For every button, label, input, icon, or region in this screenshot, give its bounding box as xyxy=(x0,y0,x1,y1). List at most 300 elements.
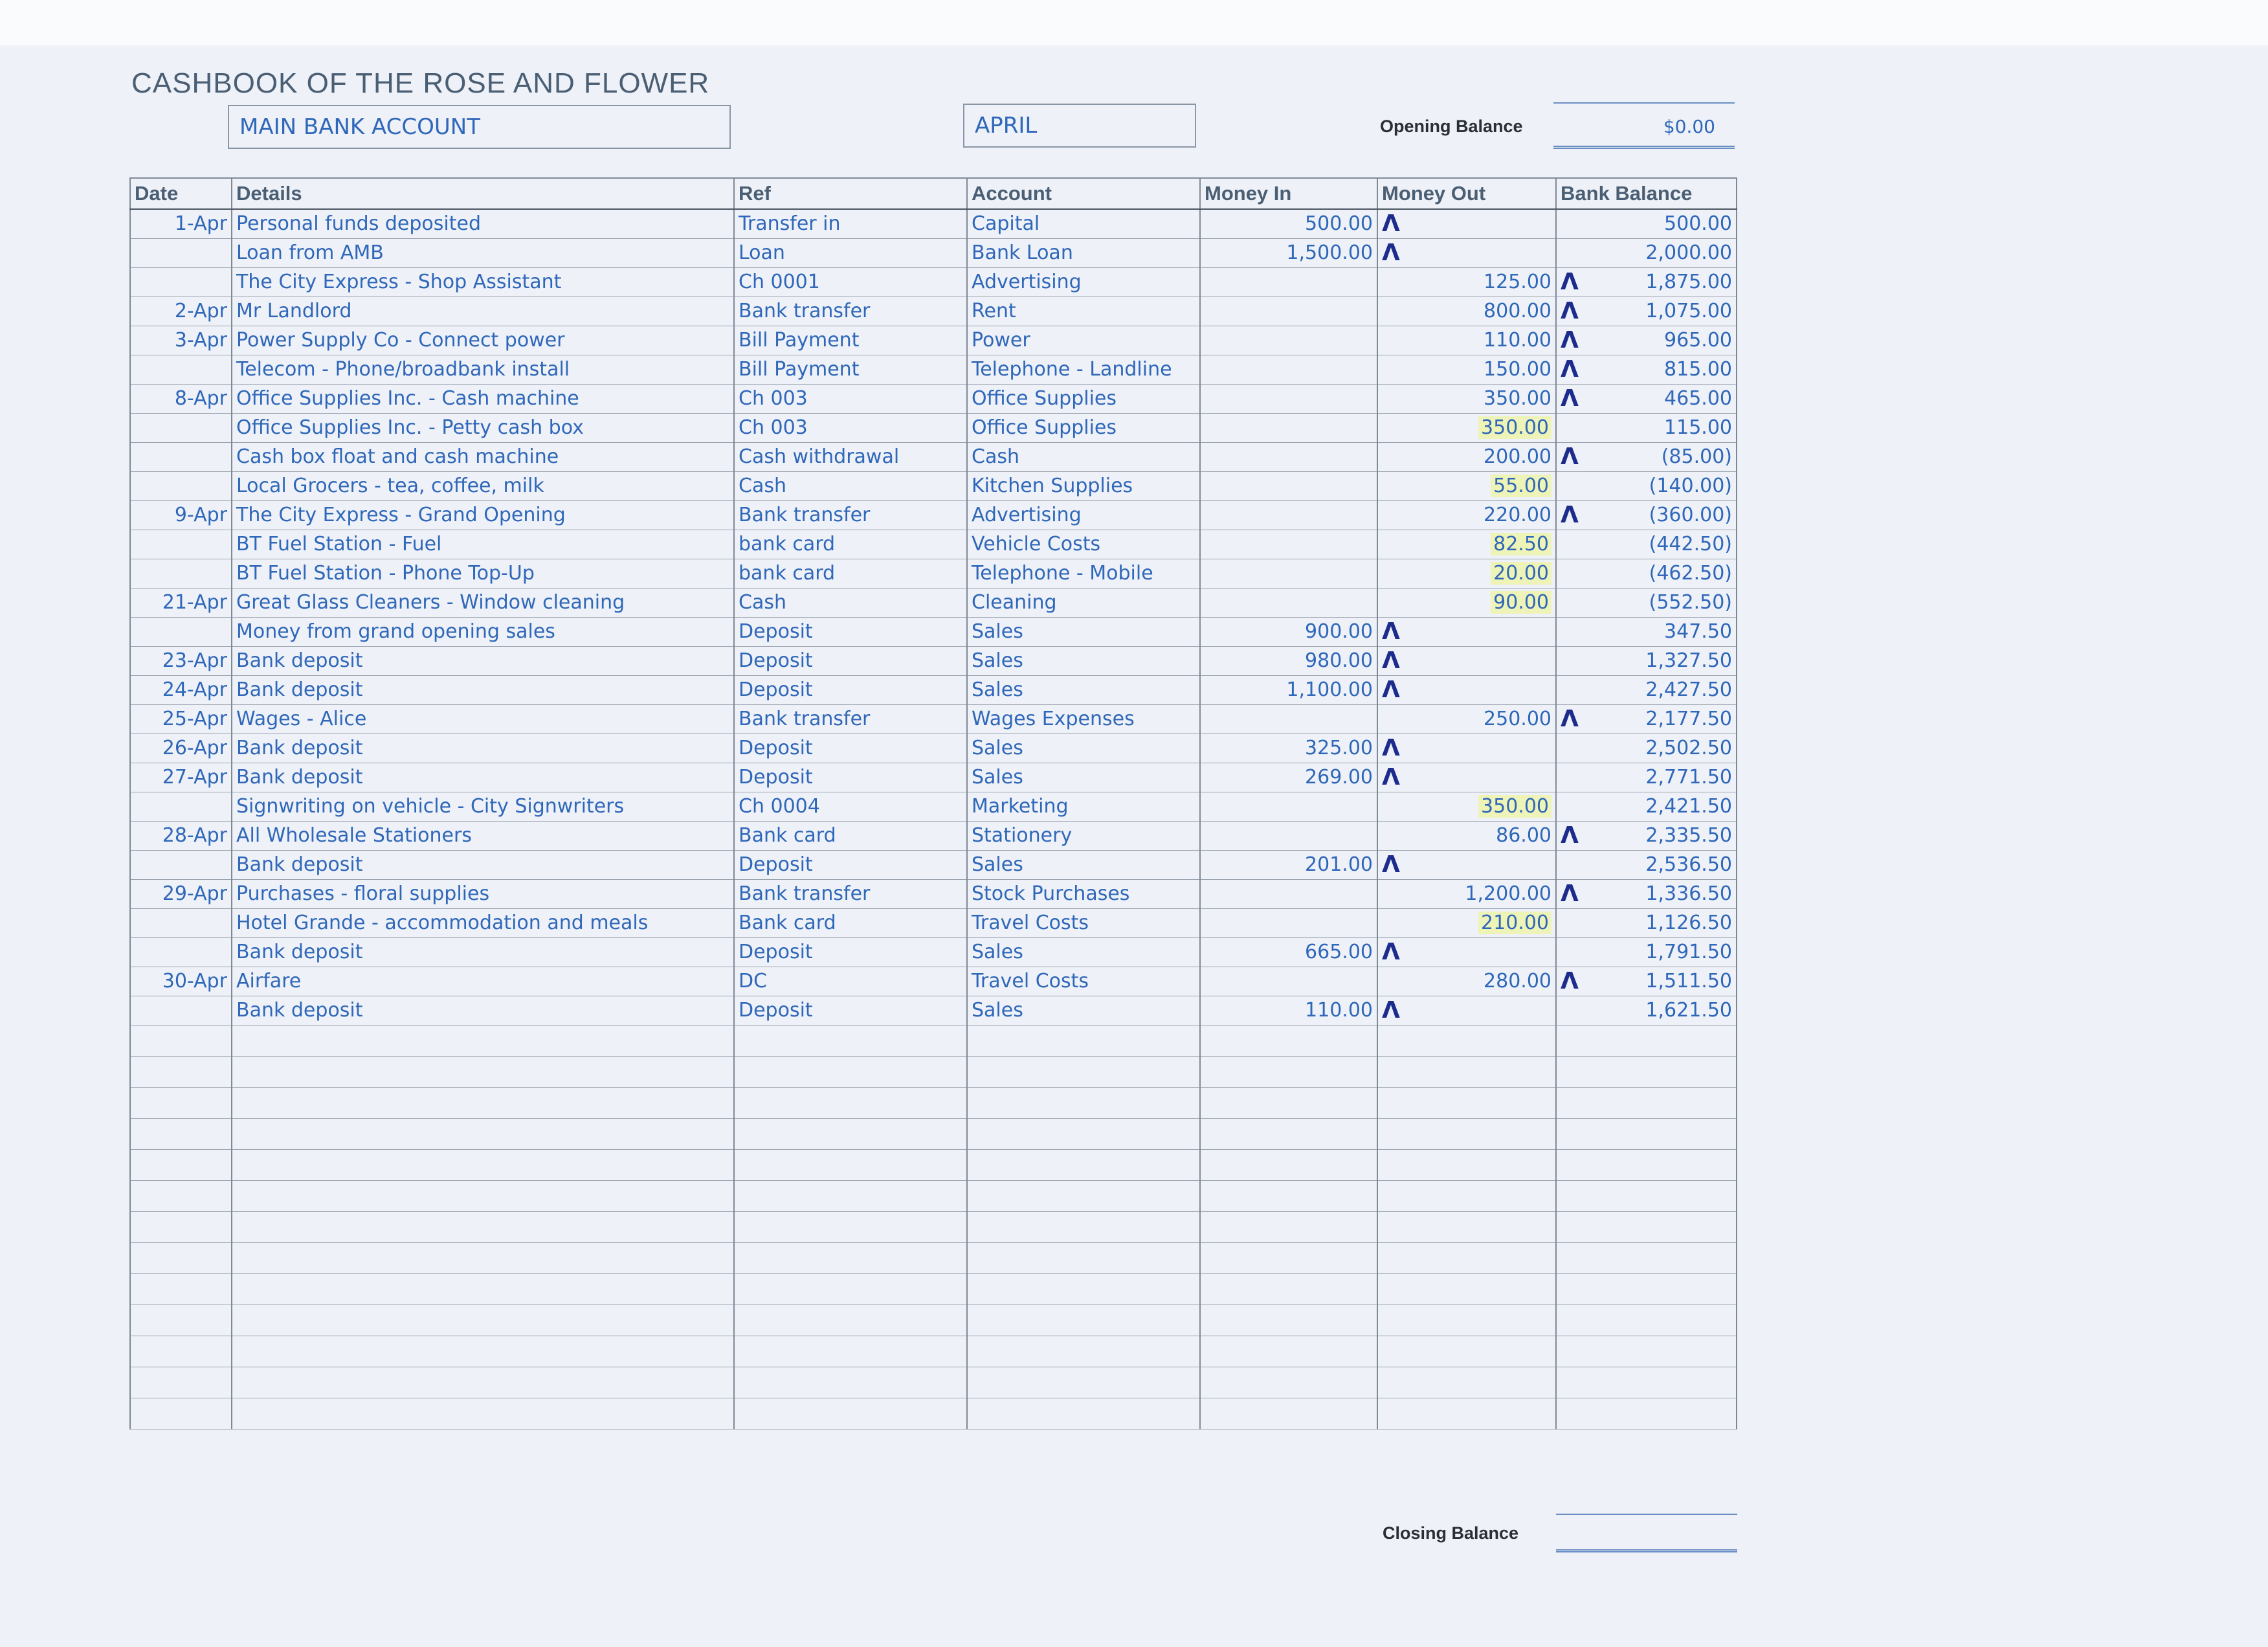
cell-money-out xyxy=(1377,297,1556,326)
cell-ref: Deposit xyxy=(734,937,967,967)
empty-cell xyxy=(734,1242,967,1273)
empty-cell xyxy=(1556,1273,1737,1305)
empty-cell xyxy=(1200,1211,1377,1242)
money-out-value: 125.00 xyxy=(1484,271,1551,293)
cell-bank-balance xyxy=(1556,413,1737,442)
cell-money-in xyxy=(1200,763,1377,792)
cell-account: Sales xyxy=(967,734,1200,763)
cell-bank-balance xyxy=(1556,384,1737,413)
cell-bank-balance xyxy=(1556,996,1737,1025)
reconciled-tick-mark: Λ xyxy=(1561,967,1579,994)
empty-cell xyxy=(734,1149,967,1180)
empty-cell xyxy=(1200,1087,1377,1118)
cell-details: Wages - Alice xyxy=(232,704,734,734)
cell-details: Bank deposit xyxy=(232,850,734,879)
cashbook-table xyxy=(129,177,1737,1429)
table-row xyxy=(130,530,1737,559)
cell-bank-balance xyxy=(1556,704,1737,734)
cell-details: Bank deposit xyxy=(232,675,734,704)
empty-cell xyxy=(1377,1087,1556,1118)
cell-ref: Bill Payment xyxy=(734,326,967,355)
reconciled-tick-mark: Λ xyxy=(1561,880,1579,907)
reconciled-tick-mark: Λ xyxy=(1382,996,1400,1024)
empty-cell xyxy=(1200,1056,1377,1087)
empty-cell xyxy=(130,1211,232,1242)
cell-details: Office Supplies Inc. - Cash machine xyxy=(232,384,734,413)
cell-money-out xyxy=(1377,734,1556,763)
empty-row xyxy=(130,1211,1737,1242)
cell-details: Cash box float and cash machine xyxy=(232,442,734,471)
cell-money-in xyxy=(1200,326,1377,355)
empty-cell xyxy=(967,1211,1200,1242)
empty-cell xyxy=(967,1336,1200,1367)
cell-money-in xyxy=(1200,500,1377,530)
cell-account: Office Supplies xyxy=(967,413,1200,442)
cell-date xyxy=(130,996,232,1025)
empty-cell xyxy=(1556,1305,1737,1336)
empty-cell xyxy=(1377,1056,1556,1087)
money-out-value: 210.00 xyxy=(1478,912,1551,934)
empty-cell xyxy=(1556,1180,1737,1211)
cell-account: Cleaning xyxy=(967,588,1200,617)
bank-balance-value: 1,126.50 xyxy=(1645,912,1732,934)
cell-account: Stationery xyxy=(967,821,1200,850)
cell-bank-balance xyxy=(1556,792,1737,821)
page-title: CASHBOOK OF THE ROSE AND FLOWER xyxy=(131,67,710,99)
col-header-bank-balance: Bank Balance xyxy=(1556,178,1737,209)
cell-account: Telephone - Mobile xyxy=(967,559,1200,588)
bank-balance-value: 1,336.50 xyxy=(1645,882,1732,905)
cell-date xyxy=(130,442,232,471)
bank-balance-value: 2,177.50 xyxy=(1645,707,1732,730)
cell-money-out xyxy=(1377,763,1556,792)
cell-bank-balance xyxy=(1556,967,1737,996)
cell-date: 23-Apr xyxy=(130,646,232,675)
cell-money-out xyxy=(1377,588,1556,617)
table-row xyxy=(130,937,1737,967)
cell-account: Sales xyxy=(967,763,1200,792)
empty-cell xyxy=(232,1025,734,1056)
table-row xyxy=(130,297,1737,326)
empty-row xyxy=(130,1118,1737,1149)
empty-cell xyxy=(967,1087,1200,1118)
empty-cell xyxy=(734,1398,967,1429)
cell-account: Wages Expenses xyxy=(967,704,1200,734)
cell-account: Sales xyxy=(967,675,1200,704)
table-row xyxy=(130,646,1737,675)
empty-cell xyxy=(734,1336,967,1367)
cell-date: 9-Apr xyxy=(130,500,232,530)
cell-date xyxy=(130,559,232,588)
cell-ref: Deposit xyxy=(734,617,967,646)
cell-ref: Deposit xyxy=(734,675,967,704)
cell-bank-balance xyxy=(1556,588,1737,617)
money-out-value: 1,200.00 xyxy=(1465,882,1551,905)
cell-account: Vehicle Costs xyxy=(967,530,1200,559)
cell-details: The City Express - Grand Opening xyxy=(232,500,734,530)
cell-money-out xyxy=(1377,646,1556,675)
cell-money-out xyxy=(1377,617,1556,646)
cell-bank-balance xyxy=(1556,530,1737,559)
empty-cell xyxy=(1377,1149,1556,1180)
cell-account: Travel Costs xyxy=(967,908,1200,937)
cell-details: Purchases - floral supplies xyxy=(232,879,734,908)
money-in-value: 1,500.00 xyxy=(1286,241,1373,264)
empty-cell xyxy=(1556,1149,1737,1180)
cell-details: All Wholesale Stationers xyxy=(232,821,734,850)
closing-balance-value xyxy=(1556,1514,1737,1552)
cell-date: 26-Apr xyxy=(130,734,232,763)
empty-cell xyxy=(734,1180,967,1211)
bank-balance-value: 815.00 xyxy=(1664,357,1732,381)
reconciled-tick-mark: Λ xyxy=(1382,239,1400,266)
cell-date: 24-Apr xyxy=(130,675,232,704)
cell-money-out xyxy=(1377,384,1556,413)
cell-ref: Bank transfer xyxy=(734,879,967,908)
cell-bank-balance xyxy=(1556,675,1737,704)
cell-money-in xyxy=(1200,530,1377,559)
empty-cell xyxy=(1200,1118,1377,1149)
cell-money-out xyxy=(1377,908,1556,937)
cell-account: Sales xyxy=(967,646,1200,675)
money-out-value: 150.00 xyxy=(1484,358,1551,381)
bank-balance-value: (85.00) xyxy=(1661,445,1732,468)
cell-ref: bank card xyxy=(734,559,967,588)
reconciled-tick-mark: Λ xyxy=(1561,385,1579,412)
cell-details: Power Supply Co - Connect power xyxy=(232,326,734,355)
money-out-value: 220.00 xyxy=(1484,504,1551,526)
bank-balance-value: 2,421.50 xyxy=(1645,795,1732,818)
cell-ref: Bank card xyxy=(734,821,967,850)
reconciled-tick-mark: Λ xyxy=(1382,851,1400,878)
cell-details: Airfare xyxy=(232,967,734,996)
empty-cell xyxy=(130,1087,232,1118)
empty-row xyxy=(130,1305,1737,1336)
cell-money-in xyxy=(1200,384,1377,413)
cell-money-out xyxy=(1377,967,1556,996)
reconciled-tick-mark: Λ xyxy=(1561,326,1579,353)
table-row xyxy=(130,471,1737,500)
money-out-value: 350.00 xyxy=(1484,387,1551,410)
account-name-field: MAIN BANK ACCOUNT xyxy=(228,105,731,149)
cell-date xyxy=(130,355,232,384)
cell-ref: Deposit xyxy=(734,850,967,879)
cell-money-in xyxy=(1200,588,1377,617)
table-row xyxy=(130,500,1737,530)
money-in-value: 980.00 xyxy=(1305,649,1373,672)
cell-money-out xyxy=(1377,500,1556,530)
cell-ref: Bank transfer xyxy=(734,500,967,530)
opening-balance-label: Opening Balance xyxy=(1380,117,1523,136)
table-row xyxy=(130,238,1737,267)
empty-cell xyxy=(967,1056,1200,1087)
bank-balance-value: 2,427.50 xyxy=(1645,678,1732,701)
cell-details: Money from grand opening sales xyxy=(232,617,734,646)
bank-balance-value: (140.00) xyxy=(1649,475,1732,497)
cell-bank-balance xyxy=(1556,850,1737,879)
col-header-ref: Ref xyxy=(734,178,967,209)
table-row xyxy=(130,588,1737,617)
bank-balance-value: 500.00 xyxy=(1664,212,1732,236)
empty-cell xyxy=(1556,1211,1737,1242)
reconciled-tick-mark: Λ xyxy=(1561,297,1579,324)
cell-date: 25-Apr xyxy=(130,704,232,734)
month-field: APRIL xyxy=(963,104,1196,148)
empty-cell xyxy=(734,1211,967,1242)
cell-account: Rent xyxy=(967,297,1200,326)
cell-ref: Bill Payment xyxy=(734,355,967,384)
empty-row xyxy=(130,1087,1737,1118)
cell-bank-balance xyxy=(1556,442,1737,471)
empty-row xyxy=(130,1336,1737,1367)
cell-account: Sales xyxy=(967,996,1200,1025)
cell-details: Personal funds deposited xyxy=(232,209,734,238)
empty-cell xyxy=(130,1336,232,1367)
empty-cell xyxy=(1556,1056,1737,1087)
table-row xyxy=(130,704,1737,734)
empty-row xyxy=(130,1367,1737,1398)
empty-cell xyxy=(1556,1367,1737,1398)
money-out-value: 86.00 xyxy=(1496,824,1551,847)
empty-cell xyxy=(1377,1305,1556,1336)
empty-cell xyxy=(967,1242,1200,1273)
cell-account: Travel Costs xyxy=(967,967,1200,996)
cell-ref: Bank transfer xyxy=(734,297,967,326)
empty-cell xyxy=(232,1211,734,1242)
empty-cell xyxy=(130,1056,232,1087)
cell-bank-balance xyxy=(1556,500,1737,530)
cell-money-in xyxy=(1200,442,1377,471)
cell-bank-balance xyxy=(1556,763,1737,792)
cell-details: BT Fuel Station - Fuel xyxy=(232,530,734,559)
reconciled-tick-mark: Λ xyxy=(1382,618,1400,645)
empty-cell xyxy=(1200,1336,1377,1367)
bank-balance-value: 1,875.00 xyxy=(1645,270,1732,293)
bank-balance-value: 465.00 xyxy=(1664,387,1732,410)
cell-date xyxy=(130,471,232,500)
empty-cell xyxy=(734,1305,967,1336)
cell-ref: Deposit xyxy=(734,996,967,1025)
empty-cell xyxy=(734,1056,967,1087)
empty-cell xyxy=(130,1118,232,1149)
table-row xyxy=(130,763,1737,792)
empty-cell xyxy=(1556,1118,1737,1149)
cell-date xyxy=(130,908,232,937)
closing-balance-label: Closing Balance xyxy=(1383,1523,1519,1543)
cell-ref: Ch 0001 xyxy=(734,267,967,297)
money-in-value: 269.00 xyxy=(1305,766,1373,789)
cell-ref: Deposit xyxy=(734,763,967,792)
cell-details: BT Fuel Station - Phone Top-Up xyxy=(232,559,734,588)
reconciled-tick-mark: Λ xyxy=(1561,443,1579,470)
reconciled-tick-mark: Λ xyxy=(1561,355,1579,383)
cell-ref: Ch 0004 xyxy=(734,792,967,821)
empty-cell xyxy=(130,1149,232,1180)
cell-money-in xyxy=(1200,704,1377,734)
cell-account: Stock Purchases xyxy=(967,879,1200,908)
cell-money-in xyxy=(1200,617,1377,646)
empty-cell xyxy=(130,1025,232,1056)
cell-bank-balance xyxy=(1556,326,1737,355)
cell-bank-balance xyxy=(1556,908,1737,937)
table-row xyxy=(130,355,1737,384)
money-out-value: 82.50 xyxy=(1491,533,1551,555)
money-in-value: 201.00 xyxy=(1305,853,1373,876)
reconciled-tick-mark: Λ xyxy=(1382,938,1400,965)
empty-cell xyxy=(734,1087,967,1118)
cell-money-in xyxy=(1200,267,1377,297)
empty-row xyxy=(130,1398,1737,1429)
bank-balance-value: 2,771.50 xyxy=(1645,766,1732,789)
cell-details: Bank deposit xyxy=(232,937,734,967)
cell-account: Telephone - Landline xyxy=(967,355,1200,384)
cell-bank-balance xyxy=(1556,209,1737,238)
empty-cell xyxy=(1200,1025,1377,1056)
empty-cell xyxy=(734,1025,967,1056)
empty-cell xyxy=(1556,1398,1737,1429)
empty-cell xyxy=(967,1305,1200,1336)
empty-cell xyxy=(967,1149,1200,1180)
money-out-value: 800.00 xyxy=(1484,300,1551,322)
cell-ref: Deposit xyxy=(734,646,967,675)
empty-cell xyxy=(1200,1305,1377,1336)
empty-cell xyxy=(1377,1211,1556,1242)
cell-details: Local Grocers - tea, coffee, milk xyxy=(232,471,734,500)
cell-money-out xyxy=(1377,413,1556,442)
empty-cell xyxy=(734,1367,967,1398)
cell-account: Bank Loan xyxy=(967,238,1200,267)
cell-ref: bank card xyxy=(734,530,967,559)
table-row xyxy=(130,879,1737,908)
empty-cell xyxy=(130,1242,232,1273)
empty-cell xyxy=(232,1242,734,1273)
table-row xyxy=(130,413,1737,442)
cell-money-in xyxy=(1200,996,1377,1025)
cell-money-in xyxy=(1200,850,1377,879)
cell-ref: Loan xyxy=(734,238,967,267)
opening-balance-value: $0.00 xyxy=(1553,102,1735,149)
empty-cell xyxy=(130,1305,232,1336)
table-row xyxy=(130,734,1737,763)
cell-money-out xyxy=(1377,530,1556,559)
table-row xyxy=(130,967,1737,996)
cell-account: Kitchen Supplies xyxy=(967,471,1200,500)
cell-money-out xyxy=(1377,792,1556,821)
empty-cell xyxy=(1377,1025,1556,1056)
empty-cell xyxy=(1556,1336,1737,1367)
cell-money-in xyxy=(1200,821,1377,850)
cell-bank-balance xyxy=(1556,355,1737,384)
reconciled-tick-mark: Λ xyxy=(1382,734,1400,761)
col-header-account: Account xyxy=(967,178,1200,209)
cell-money-in xyxy=(1200,734,1377,763)
money-out-value: 200.00 xyxy=(1484,445,1551,468)
money-out-value: 250.00 xyxy=(1484,708,1551,730)
empty-row xyxy=(130,1242,1737,1273)
cell-money-in xyxy=(1200,792,1377,821)
empty-cell xyxy=(130,1398,232,1429)
table-row xyxy=(130,559,1737,588)
cell-money-out xyxy=(1377,238,1556,267)
cell-date xyxy=(130,617,232,646)
cell-money-out xyxy=(1377,442,1556,471)
empty-cell xyxy=(967,1025,1200,1056)
cell-money-in xyxy=(1200,908,1377,937)
empty-cell xyxy=(232,1367,734,1398)
cell-details: Great Glass Cleaners - Window cleaning xyxy=(232,588,734,617)
cell-bank-balance xyxy=(1556,559,1737,588)
empty-cell xyxy=(1200,1273,1377,1305)
empty-cell xyxy=(1377,1118,1556,1149)
money-out-value: 110.00 xyxy=(1484,329,1551,352)
empty-cell xyxy=(232,1305,734,1336)
cell-ref: Ch 003 xyxy=(734,384,967,413)
cell-details: Hotel Grande - accommodation and meals xyxy=(232,908,734,937)
bank-balance-value: 115.00 xyxy=(1664,416,1732,439)
cell-details: Mr Landlord xyxy=(232,297,734,326)
cell-details: Loan from AMB xyxy=(232,238,734,267)
cell-date: 2-Apr xyxy=(130,297,232,326)
bank-balance-value: 2,536.50 xyxy=(1645,853,1732,876)
money-out-value: 55.00 xyxy=(1491,475,1551,497)
empty-cell xyxy=(232,1118,734,1149)
empty-cell xyxy=(1377,1242,1556,1273)
cell-bank-balance xyxy=(1556,734,1737,763)
money-in-value: 665.00 xyxy=(1305,941,1373,963)
empty-cell xyxy=(967,1118,1200,1149)
cell-bank-balance xyxy=(1556,267,1737,297)
cell-money-out xyxy=(1377,879,1556,908)
empty-cell xyxy=(967,1398,1200,1429)
bank-balance-value: 2,000.00 xyxy=(1645,241,1732,264)
table-row xyxy=(130,617,1737,646)
empty-row xyxy=(130,1149,1737,1180)
empty-cell xyxy=(1377,1336,1556,1367)
cell-money-out xyxy=(1377,209,1556,238)
col-header-date: Date xyxy=(130,178,232,209)
money-in-value: 325.00 xyxy=(1305,737,1373,759)
cell-money-in xyxy=(1200,967,1377,996)
cell-date: 29-Apr xyxy=(130,879,232,908)
bank-balance-value: 347.50 xyxy=(1664,620,1732,643)
cell-date xyxy=(130,850,232,879)
money-in-value: 110.00 xyxy=(1305,999,1373,1022)
table-row xyxy=(130,675,1737,704)
empty-cell xyxy=(1556,1087,1737,1118)
cell-money-out xyxy=(1377,267,1556,297)
bank-balance-value: 1,791.50 xyxy=(1645,941,1732,963)
cell-money-out xyxy=(1377,704,1556,734)
cell-details: The City Express - Shop Assistant xyxy=(232,267,734,297)
reconciled-tick-mark: Λ xyxy=(1382,763,1400,790)
cell-account: Advertising xyxy=(967,267,1200,297)
money-in-value: 900.00 xyxy=(1305,620,1373,643)
cell-date: 8-Apr xyxy=(130,384,232,413)
cell-ref: Bank transfer xyxy=(734,704,967,734)
cell-money-out xyxy=(1377,355,1556,384)
cell-money-in xyxy=(1200,937,1377,967)
money-out-value: 350.00 xyxy=(1478,416,1551,439)
cell-money-out xyxy=(1377,996,1556,1025)
cell-bank-balance xyxy=(1556,937,1737,967)
empty-cell xyxy=(232,1336,734,1367)
cell-money-in xyxy=(1200,879,1377,908)
cell-details: Bank deposit xyxy=(232,734,734,763)
money-out-value: 20.00 xyxy=(1491,562,1551,585)
empty-cell xyxy=(1377,1180,1556,1211)
scan-top-margin xyxy=(0,0,2268,45)
cell-ref: Transfer in xyxy=(734,209,967,238)
